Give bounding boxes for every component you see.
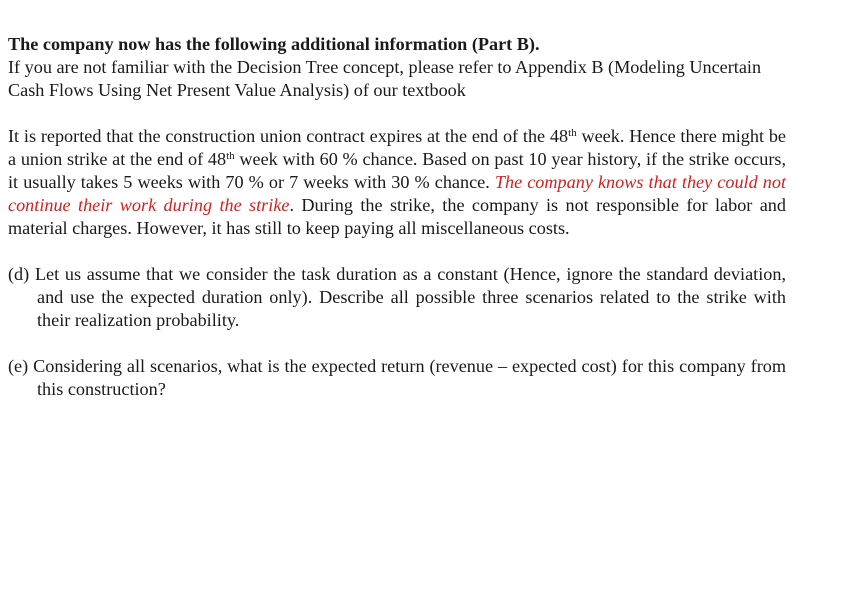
ordinal-suffix-2: th xyxy=(226,150,235,162)
question-label: (e) xyxy=(8,356,34,376)
paragraph-text-1: It is reported that the construction union contract expires at the end of the 48 xyxy=(8,126,569,146)
highlighted-statement: The company knows that they could not continue their work during the strike xyxy=(8,172,787,215)
question-text: Considering all scenarios, what is the expected return (revenue – expected cost) for this company from this construction? xyxy=(33,356,786,399)
paragraph-text-4: . During the strike, the company is not responsible for labor and material charges. However, it has still to keep paying all miscellaneous costs. xyxy=(8,195,786,238)
question-text: Let us assume that we consider the task duration as a constant (Hence, ignore the standard deviation, and use the expected duration only). Describe all possible three scenarios related to the strike with their realization probability. xyxy=(34,264,786,330)
question-d xyxy=(8,263,786,332)
question-label: (d) xyxy=(8,264,35,284)
paragraph-text-2: week. Hence there might be a union strike at the end of 48 xyxy=(8,126,786,169)
question-e xyxy=(8,355,786,401)
paragraph-text-3: week with 60 % chance. Based on past 10 year history, if the strike occurs, it usually takes 5 weeks with 70 % or 7 weeks with 30 % chance. xyxy=(8,149,786,192)
ordinal-suffix-1: th xyxy=(568,127,577,139)
strike-paragraph xyxy=(8,125,786,240)
intro-text: If you are not familiar with the Decision Tree concept, please refer to Appendix B (Modeling Uncertain Cash Flows Using Net Present Value Analysis) of our textbook xyxy=(8,57,762,100)
document-body xyxy=(8,33,786,401)
section-heading: The company now has the following additional information (Part B). xyxy=(8,34,540,54)
